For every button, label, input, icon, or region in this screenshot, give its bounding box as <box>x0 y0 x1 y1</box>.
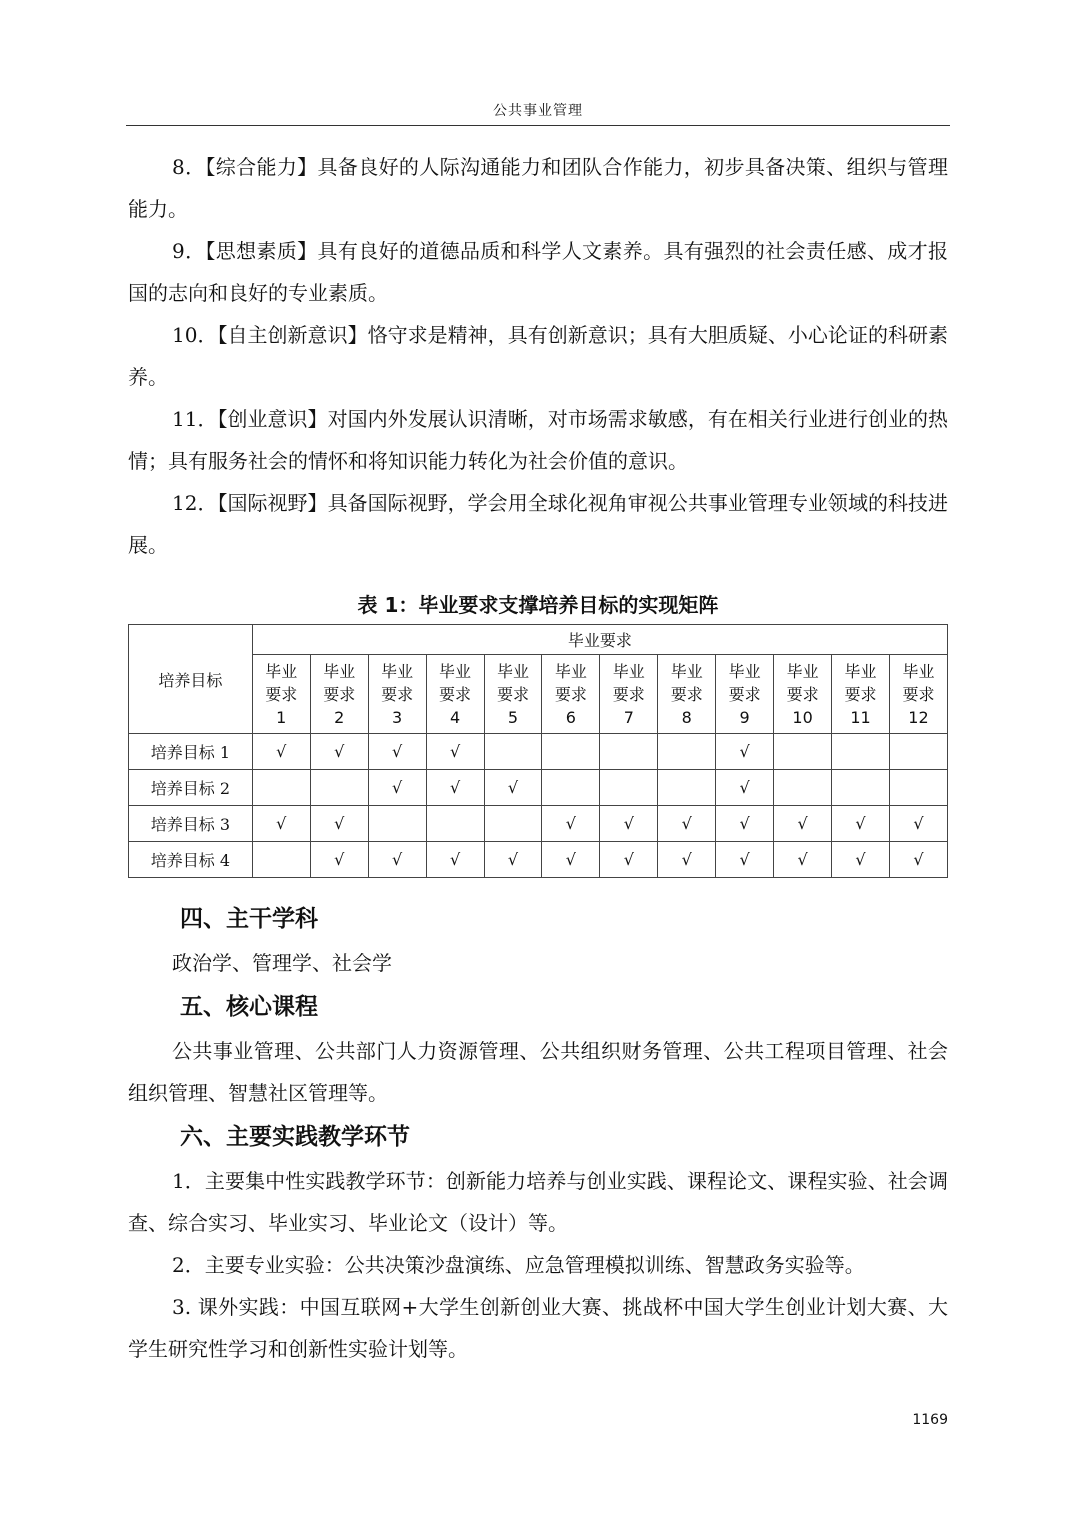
matrix-cell <box>484 806 542 842</box>
section-4-heading: 四、主干学科 <box>180 906 318 932</box>
column-header-11 <box>832 655 890 734</box>
column-header-5 <box>484 655 542 734</box>
column-header-line: 2 <box>334 707 345 727</box>
matrix-cell: √ <box>484 842 542 878</box>
column-header-9 <box>716 655 774 734</box>
column-header-line: 6 <box>565 707 576 727</box>
column-header-line: 要求 <box>612 684 645 704</box>
column-header-line: 要求 <box>554 684 587 704</box>
matrix-cell <box>832 770 890 806</box>
matrix-cell: √ <box>252 806 310 842</box>
column-header-8 <box>658 655 716 734</box>
paragraph-11: 11．【创业意识】对国内外发展认识清晰，对市场需求敏感，有在相关行业进行创业的热情；具有服务社会的情怀和将知识能力转化为社会价值的意识。 <box>128 407 948 473</box>
section-5-heading: 五、核心课程 <box>180 994 318 1020</box>
matrix-cell: √ <box>832 806 890 842</box>
column-header-line: 毕业 <box>265 661 298 681</box>
matrix-cell: √ <box>600 806 658 842</box>
matrix-cell: √ <box>368 770 426 806</box>
matrix-cell <box>310 770 368 806</box>
matrix-cell <box>774 770 832 806</box>
column-header-line: 要求 <box>844 684 877 704</box>
matrix-cell: √ <box>716 734 774 770</box>
column-header-line: 3 <box>392 707 403 727</box>
matrix-cell <box>542 770 600 806</box>
matrix-cell <box>658 734 716 770</box>
matrix-cell: √ <box>658 806 716 842</box>
column-header-line: 要求 <box>728 684 761 704</box>
matrix-cell: √ <box>889 842 947 878</box>
column-header-line: 毕业 <box>786 661 819 681</box>
matrix-cell <box>368 806 426 842</box>
column-header-line: 10 <box>792 707 813 727</box>
matrix-cell <box>252 842 310 878</box>
column-header-line: 7 <box>623 707 634 727</box>
table-row <box>129 806 948 842</box>
matrix-cell: √ <box>252 734 310 770</box>
column-header-line: 毕业 <box>439 661 472 681</box>
column-header-line: 要求 <box>381 684 414 704</box>
column-header-6 <box>542 655 600 734</box>
column-header-line: 毕业 <box>670 661 703 681</box>
matrix-cell <box>600 770 658 806</box>
table-body <box>129 734 948 878</box>
matrix-cell: √ <box>368 734 426 770</box>
column-header-12 <box>889 655 947 734</box>
matrix-cell <box>426 806 484 842</box>
matrix-cell: √ <box>716 842 774 878</box>
matrix-cell: √ <box>889 806 947 842</box>
column-header-line: 要求 <box>496 684 529 704</box>
column-header-line: 毕业 <box>323 661 356 681</box>
matrix-cell: √ <box>426 734 484 770</box>
matrix-cell: √ <box>426 842 484 878</box>
table-row <box>129 734 948 770</box>
row-label: 培养目标 2 <box>129 770 253 806</box>
column-header-line: 1 <box>276 707 287 727</box>
matrix-cell: √ <box>658 842 716 878</box>
column-header-line: 5 <box>507 707 519 727</box>
matrix-cell <box>600 734 658 770</box>
column-header-7 <box>600 655 658 734</box>
row-label: 培养目标 1 <box>129 734 253 770</box>
column-header-line: 毕业 <box>902 661 935 681</box>
matrix-cell: √ <box>310 842 368 878</box>
matrix-cell <box>889 770 947 806</box>
table-row <box>129 842 948 878</box>
matrix-cell: √ <box>774 806 832 842</box>
page-content <box>128 146 948 1370</box>
section-6-item-1: 1．主要集中性实践教学环节：创新能力培养与创业实践、课程论文、课程实验、社会调查、综合实习、毕业实习、毕业论文（设计）等。 <box>128 1169 948 1235</box>
column-header-line: 11 <box>850 707 871 727</box>
section-6-heading: 六、主要实践教学环节 <box>180 1124 410 1150</box>
table-corner-header: 培养目标 <box>129 625 253 734</box>
paragraph-10: 10．【自主创新意识】恪守求是精神，具有创新意识；具有大胆质疑、小心论证的科研素养。 <box>128 323 948 389</box>
column-header-3 <box>368 655 426 734</box>
matrix-cell: √ <box>542 842 600 878</box>
row-label: 培养目标 4 <box>129 842 253 878</box>
column-header-line: 要求 <box>265 684 298 704</box>
matrix-cell <box>832 734 890 770</box>
column-header-line: 8 <box>681 707 692 727</box>
matrix-cell: √ <box>832 842 890 878</box>
column-header-line: 9 <box>739 707 750 727</box>
matrix-cell <box>542 734 600 770</box>
table-group-header: 毕业要求 <box>252 625 947 655</box>
table-column-header-row <box>129 655 948 734</box>
column-header-line: 毕业 <box>728 661 761 681</box>
table-caption: 表 1：毕业要求支撑培养目标的实现矩阵 <box>357 593 719 617</box>
matrix-cell: √ <box>600 842 658 878</box>
header-rule <box>126 125 950 126</box>
column-header-line: 毕业 <box>554 661 587 681</box>
matrix-cell: √ <box>716 770 774 806</box>
matrix-cell <box>252 770 310 806</box>
matrix-cell: √ <box>484 770 542 806</box>
running-header: 公共事业管理 <box>493 103 583 119</box>
section-6-item-3: 3. 课外实践：中国互联网+大学生创新创业大赛、挑战杯中国大学生创业计划大赛、大学生研究性学习和创新性实验计划等。 <box>128 1295 948 1361</box>
matrix-cell: √ <box>368 842 426 878</box>
column-header-line: 要求 <box>786 684 819 704</box>
column-header-line: 4 <box>449 707 461 727</box>
column-header-line: 要求 <box>439 684 472 704</box>
column-header-line: 12 <box>908 707 929 727</box>
section-4-body: 政治学、管理学、社会学 <box>172 951 392 975</box>
matrix-cell: √ <box>716 806 774 842</box>
row-label: 培养目标 3 <box>129 806 253 842</box>
matrix-cell: √ <box>426 770 484 806</box>
matrix-cell <box>774 734 832 770</box>
column-header-line: 毕业 <box>381 661 414 681</box>
paragraph-8: 8．【综合能力】具备良好的人际沟通能力和团队合作能力，初步具备决策、组织与管理能力。 <box>128 155 948 221</box>
matrix-cell <box>484 734 542 770</box>
column-header-4 <box>426 655 484 734</box>
paragraph-12: 12．【国际视野】具备国际视野，学会用全球化视角审视公共事业管理专业领域的科技进展。 <box>128 491 948 557</box>
matrix-cell: √ <box>774 842 832 878</box>
matrix-cell: √ <box>310 734 368 770</box>
matrix-cell <box>658 770 716 806</box>
matrix-cell: √ <box>310 806 368 842</box>
support-matrix-table <box>128 624 948 878</box>
column-header-10 <box>774 655 832 734</box>
column-header-line: 毕业 <box>496 661 529 681</box>
column-header-line: 毕业 <box>612 661 645 681</box>
column-header-2 <box>310 655 368 734</box>
column-header-line: 要求 <box>902 684 935 704</box>
column-header-line: 要求 <box>323 684 356 704</box>
paragraph-9: 9．【思想素质】具有良好的道德品质和科学人文素养。具有强烈的社会责任感、成才报国的志向和良好的专业素质。 <box>128 239 948 305</box>
column-header-line: 毕业 <box>844 661 877 681</box>
table-row <box>129 770 948 806</box>
page-number: 1169 <box>912 1412 948 1428</box>
section-5-body: 公共事业管理、公共部门人力资源管理、公共组织财务管理、公共工程项目管理、社会组织管理、智慧社区管理等。 <box>128 1039 948 1105</box>
matrix-cell <box>889 734 947 770</box>
column-header-line: 要求 <box>670 684 703 704</box>
matrix-cell: √ <box>542 806 600 842</box>
column-header-1 <box>252 655 310 734</box>
section-6-item-2: 2．主要专业实验：公共决策沙盘演练、应急管理模拟训练、智慧政务实验等。 <box>172 1253 865 1277</box>
